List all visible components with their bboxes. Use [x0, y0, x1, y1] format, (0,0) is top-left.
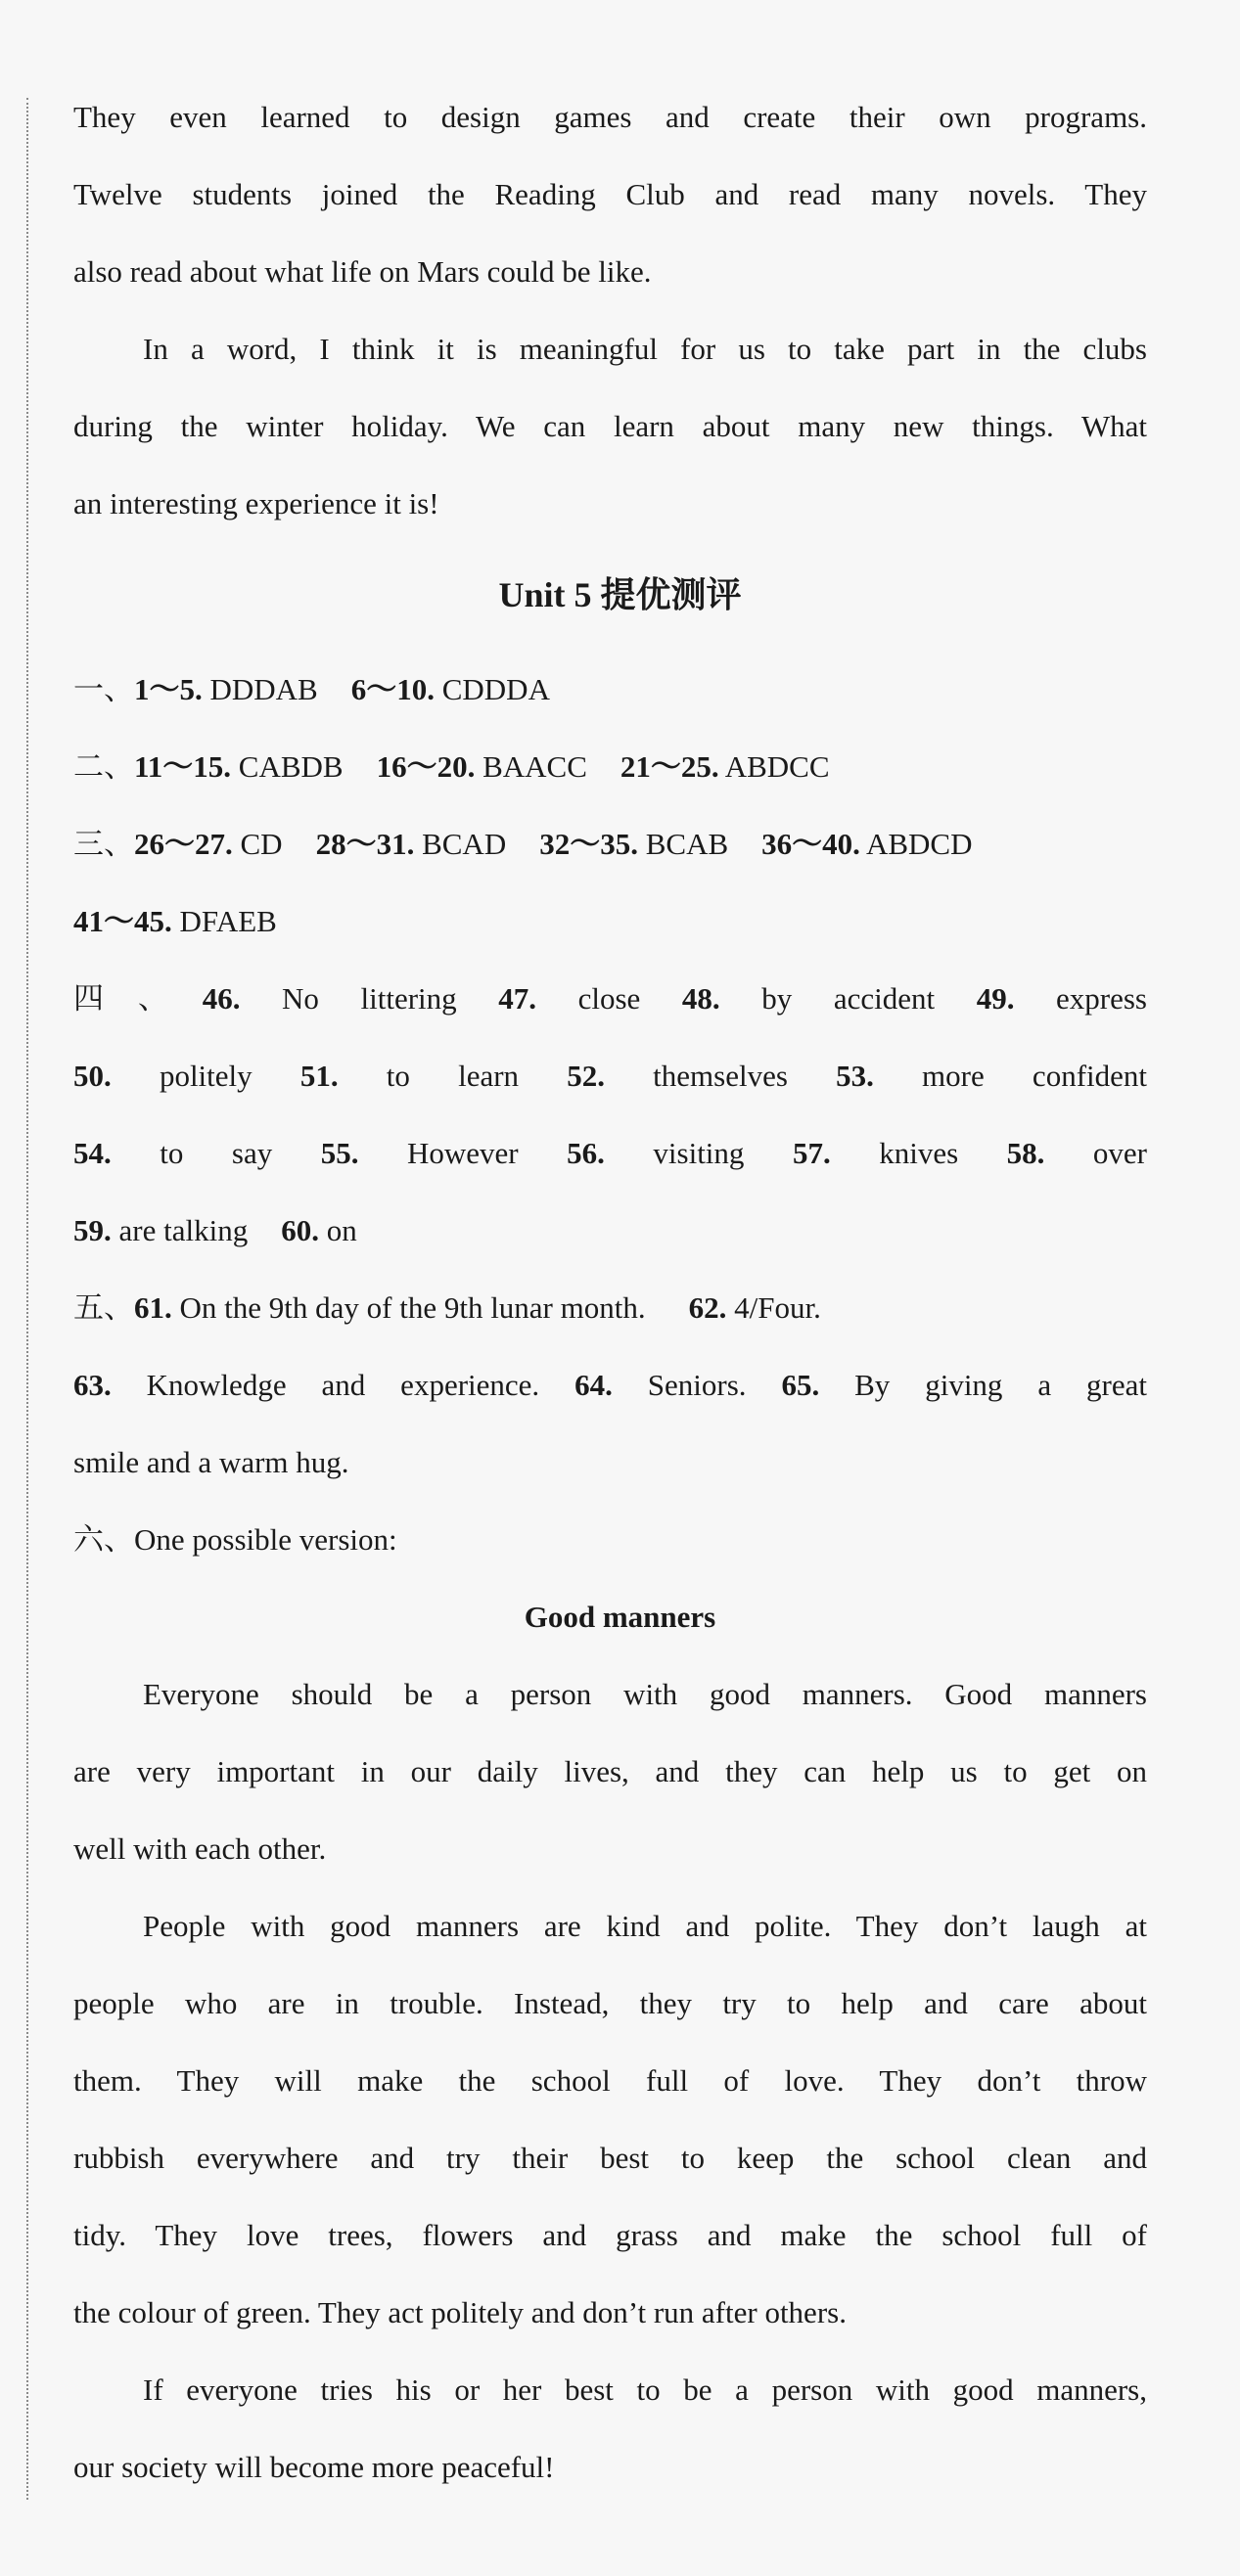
question-number: 61.	[134, 1290, 172, 1325]
answer-text: CABDB	[238, 749, 344, 784]
question-number: 46.	[202, 981, 241, 1016]
answer-section-5-row	[73, 1366, 1147, 1405]
essay2-line: Everyone should be a person with good manners. Good manners	[143, 1677, 1147, 1711]
question-range: 21～25.	[620, 749, 719, 784]
question-number: 52.	[567, 1059, 605, 1093]
answer-text: to say	[160, 1136, 273, 1170]
question-range: 26～27.	[134, 827, 233, 861]
question-number: 50.	[73, 1059, 112, 1093]
answer-text: DDDAB	[209, 672, 318, 706]
answer-text: politely	[159, 1059, 253, 1093]
question-number: 54.	[73, 1136, 112, 1170]
section-text: One possible version:	[134, 1522, 397, 1557]
essay2-line: our society will become more peaceful!	[73, 2450, 555, 2484]
answer-text: By giving a great	[854, 1368, 1147, 1402]
answer-section-4-row	[73, 979, 1147, 1018]
answer-text: BAACC	[482, 749, 587, 784]
question-number: 63.	[73, 1368, 112, 1402]
question-range: 1～5.	[134, 672, 203, 706]
answer-section-2	[73, 747, 1147, 787]
answer-section-3	[73, 825, 1147, 864]
essay2-line: people who are in trouble. Instead, they try to help and care about	[73, 1986, 1147, 2020]
question-number: 60.	[281, 1213, 319, 1247]
section-label: 一、	[73, 672, 134, 706]
question-number: 53.	[836, 1059, 874, 1093]
question-number: 51.	[299, 1059, 339, 1093]
answer-section-4-row	[73, 1211, 1147, 1250]
essay2-line: well with each other.	[73, 1831, 327, 1866]
question-number: 64.	[574, 1368, 613, 1402]
answer-text: ABDCC	[724, 749, 830, 784]
answer-text: DFAEB	[179, 904, 277, 938]
essay2-line: them. They will make the school full of love. They don’t throw	[73, 2063, 1147, 2098]
answer-text: knives	[879, 1136, 959, 1170]
essay1-line: an interesting experience it is!	[73, 486, 439, 520]
question-number: 62.	[688, 1290, 727, 1325]
answer-section-3-cont	[73, 902, 1147, 941]
answer-section-6	[73, 1520, 1147, 1559]
essay2-line: rubbish everywhere and try their best to keep the school clean and	[73, 2141, 1147, 2175]
question-number: 56.	[567, 1136, 605, 1170]
question-range: 41～45.	[73, 904, 172, 938]
essay2-title: Good manners	[524, 1600, 716, 1634]
question-range: 32～35.	[539, 827, 638, 861]
essay1-line: during the winter holiday. We can learn about many new things. What	[73, 409, 1147, 443]
answer-text: express	[1056, 981, 1148, 1016]
answer-text: on	[326, 1213, 357, 1247]
answer-text: by accident	[761, 981, 936, 1016]
answer-text: Seniors.	[647, 1368, 747, 1402]
section-label: 五、	[73, 1290, 134, 1325]
question-number: 58.	[1006, 1136, 1045, 1170]
answer-section-4-row	[73, 1057, 1147, 1096]
essay2-line: are very important in our daily lives, and they can help us to get on	[73, 1754, 1147, 1788]
answer-text: Knowledge and experience.	[146, 1368, 540, 1402]
essay1-line: also read about what life on Mars could be like.	[73, 254, 652, 289]
unit-title: Unit 5 提优测评	[498, 575, 742, 614]
question-range: 28～31.	[315, 827, 415, 861]
answer-text: ABDCD	[865, 827, 973, 861]
essay2-line: tidy. They love trees, flowers and grass and make the school full of	[73, 2218, 1147, 2252]
section-label: 二、	[73, 749, 134, 784]
question-range: 11～15.	[134, 749, 232, 784]
section-label: 六、	[73, 1522, 134, 1557]
answer-text: themselves	[653, 1059, 788, 1093]
answer-section-1	[73, 670, 1147, 709]
answer-text: BCAB	[645, 827, 729, 861]
section-label: 四、	[73, 981, 203, 1016]
answer-text: are talking	[118, 1213, 249, 1247]
question-number: 48.	[681, 981, 720, 1016]
margin-dotted-line	[26, 98, 28, 2500]
essay1-line: In a word, I think it is meaningful for us to take part in the clubs	[143, 332, 1147, 366]
answer-text: CD	[240, 827, 283, 861]
question-range: 6～10.	[350, 672, 435, 706]
answer-text: 4/Four.	[734, 1290, 821, 1325]
question-number: 55.	[320, 1136, 359, 1170]
section-label: 三、	[73, 827, 134, 861]
question-number: 57.	[792, 1136, 831, 1170]
answer-text: over	[1092, 1136, 1148, 1170]
answer-text: visiting	[653, 1136, 745, 1170]
essay1-line: Twelve students joined the Reading Club and read many novels. They	[73, 177, 1147, 211]
answer-text: close	[577, 981, 641, 1016]
answer-text: BCAD	[422, 827, 507, 861]
answer-section-5-cont: smile and a warm hug.	[73, 1445, 349, 1479]
answer-text: However	[407, 1136, 519, 1170]
question-number: 47.	[498, 981, 536, 1016]
answer-text: On the 9th day of the 9th lunar month.	[179, 1290, 646, 1325]
answer-text: No littering	[282, 981, 457, 1016]
essay1-line: They even learned to design games and create their own programs.	[73, 100, 1147, 134]
answer-text: to learn	[386, 1059, 520, 1093]
answer-section-5-row	[73, 1288, 1147, 1328]
question-number: 49.	[976, 981, 1015, 1016]
essay2-line: If everyone tries his or her best to be a person with good manners,	[143, 2373, 1147, 2407]
answer-text: CDDDA	[441, 672, 550, 706]
essay2-line: the colour of green. They act politely and don’t run after others.	[73, 2295, 847, 2329]
question-range: 16～20.	[376, 749, 476, 784]
essay2-line: People with good manners are kind and polite. They don’t laugh at	[143, 1909, 1147, 1943]
question-number: 65.	[781, 1368, 820, 1402]
answer-text: more confident	[922, 1059, 1147, 1093]
question-number: 59.	[73, 1213, 112, 1247]
question-range: 36～40.	[761, 827, 860, 861]
answer-section-4-row	[73, 1134, 1147, 1173]
